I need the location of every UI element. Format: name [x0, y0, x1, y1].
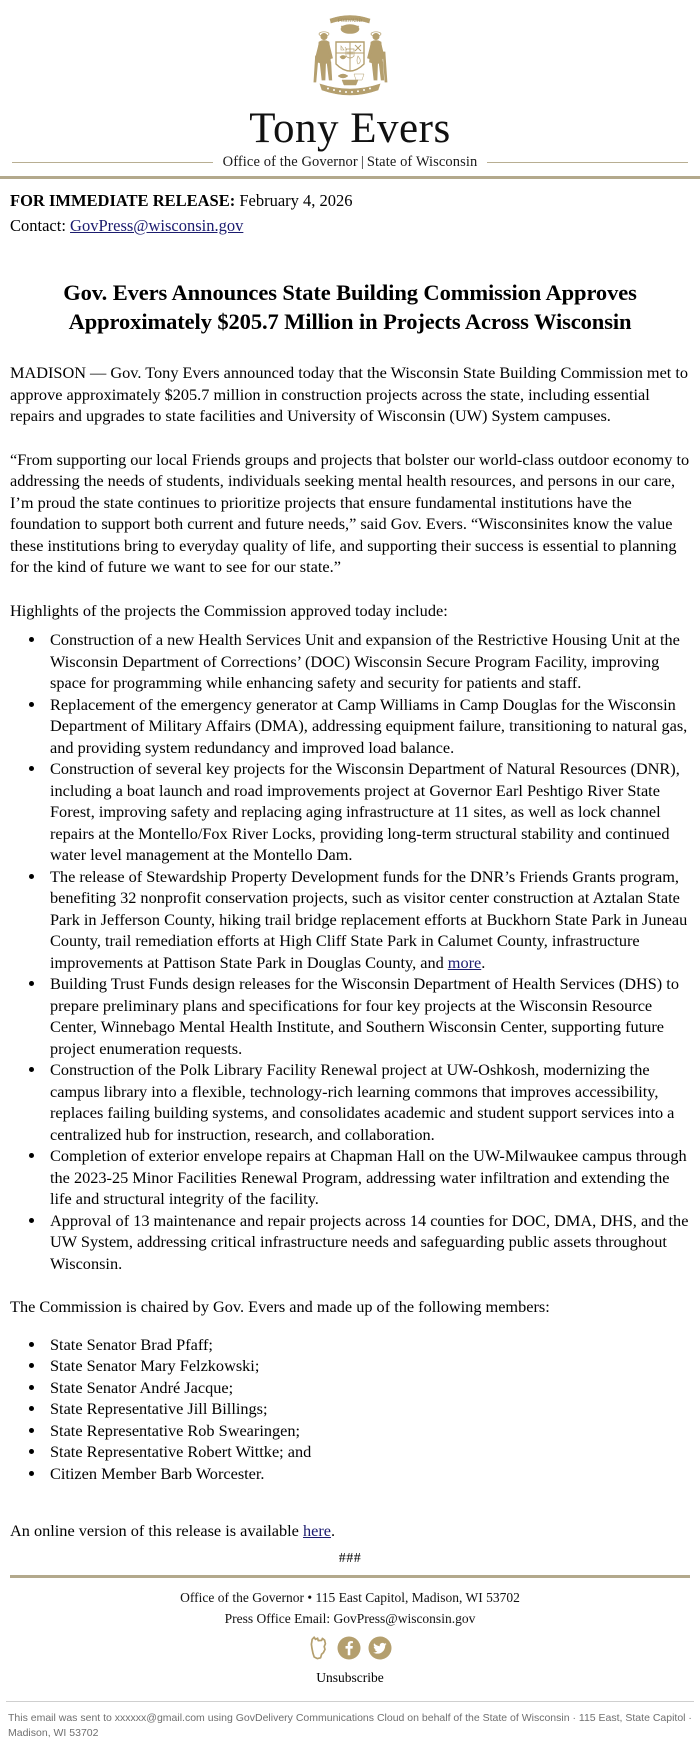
lede-paragraph: MADISON — Gov. Tony Evers announced today that the Wisconsin State Building Commission met to approve approximately $205.7 million in construction projects across the state, including essential repairs and upgrades to state facilities and University of Wisconsin (UW) System campuses. [10, 363, 689, 426]
stewardship-text-before: The release of Stewardship Property Development funds for the DNR’s Friends Grants program, benefiting 32 nonprofit conservation projects, such as visitor center construction at Aztalan State Park in Jefferson County, hiking trail bridge replacement efforts at Buckhorn State Park in Juneau County, trail remediation efforts at High Cliff State Park in Calumet County, infrastructure improvements at Pattison State Park in Douglas County, and [50, 866, 688, 972]
online-version-line [0, 1484, 700, 1542]
social-links [0, 1636, 700, 1660]
footer-press-email: Press Office Email: GovPress@wisconsin.gov [224, 1610, 476, 1626]
list-item: • Approval of 13 maintenance and repair projects across 14 counties for DOC, DMA, DHS, and the UW System, addressing critical infrastructure needs and safeguarding public assets throughout Wisconsin. [46, 1210, 692, 1275]
wisconsin-outline-icon[interactable] [308, 1636, 330, 1660]
state-label: State of Wisconsin [366, 154, 478, 170]
office-label: Office of the Governor [222, 154, 358, 170]
svg-text:FORWARD: FORWARD [337, 19, 363, 24]
more-link[interactable]: more [447, 952, 482, 972]
list-item: • Construction of several key projects for the Wisconsin Department of Natural Resources (DNR), including a boat launch and road improvements project at Governor Earl Peshtigo River State Forest, improving safety and replacing aging infrastructure at 11 sites, as well as lock channel repairs at the Montello/Fox River Locks, providing long-term structural stability and continued water level management at the Montello Dam. [46, 758, 692, 866]
governor-name: Tony Evers [249, 105, 451, 152]
list-item: • Completion of exterior envelope repairs at Chapman Hall on the UW-Milwaukee campus through the 2023-25 Minor Facilities Renewal Program, addressing water infiltration and extending the life and structural integrity of the facility. [46, 1145, 692, 1210]
release-body [0, 362, 700, 1484]
contact-label: Contact: [10, 216, 66, 235]
unsubscribe-link[interactable]: Unsubscribe [316, 1669, 384, 1685]
masthead-tagline [0, 154, 700, 171]
masthead [0, 0, 700, 179]
highlights-intro: Highlights of the projects the Commission approved today include: [10, 600, 448, 620]
tagline-separator: | [360, 154, 364, 170]
release-meta [0, 179, 700, 238]
list-item: • Construction of a new Health Services Unit and expansion of the Restrictive Housing Unit at the Wisconsin Department of Corrections’ (DOC) Wisconsin Secure Program Facility, improving space for programming while enhancing safety and security for patients and staff. [46, 629, 692, 694]
facebook-icon[interactable] [337, 1636, 361, 1660]
tagline-rule-left [12, 162, 213, 163]
quote-paragraph: “From supporting our local Friends groups and projects that bolster our world-class outdoor economy to addressing the needs of students, individuals seeking mental health resources, and persons in our care, I’m proud the state continues to prioritize projects that ensure fundamental institutions have the foundation to support both current and future needs,” said Gov. Evers. “Wisconsinites know the value these institutions bring to everyday quality of life, and supporting their success is essential to planning for the kind of future we want to see for our state.” [10, 449, 690, 577]
list-item: • State Senator Mary Felzkowski; [46, 1355, 692, 1377]
release-date: February 4, 2026 [239, 191, 353, 210]
online-text-after: . [331, 1521, 336, 1541]
list-item-stewardship [46, 866, 692, 974]
stewardship-text-after: . [481, 952, 486, 972]
online-text-before: An online version of this release is available [10, 1521, 303, 1541]
commission-intro: The Commission is chaired by Gov. Evers and made up of the following members: [10, 1297, 550, 1317]
list-item: • State Representative Jill Billings; [46, 1398, 692, 1420]
contact-line [10, 213, 690, 238]
release-date-line [10, 188, 690, 213]
list-item: • Building Trust Funds design releases for the Wisconsin Department of Health Services (DHS) to prepare preliminary plans and specifications for four key projects at the Wisconsin Resource Center, Winnebago Mental Health Institute, and Southern Wisconsin Center, supporting future project enumeration requests. [46, 973, 692, 1059]
list-item: • State Representative Rob Swearingen; [46, 1420, 692, 1442]
release-label: FOR IMMEDIATE RELEASE: [10, 191, 236, 210]
here-link[interactable]: here [302, 1521, 331, 1541]
list-item: • Replacement of the emergency generator at Camp Williams in Camp Douglas for the Wisconsin Department of Military Affairs (DMA), addressing equipment failure, transitioning to natural gas, and providing system redundancy and improved load balance. [46, 694, 692, 759]
footer-address: Office of the Governor • 115 East Capitol, Madison, WI 53702 [180, 1589, 520, 1605]
wisconsin-state-seal-icon [298, 8, 402, 108]
commission-members-list [10, 1334, 692, 1485]
footer-disclaimer: This email was sent to xxxxxx@gmail.com using GovDelivery Communications Cloud on behalf of the State of Wisconsin · 115 East, State Capitol · Madison, WI 53702 [8, 1711, 692, 1739]
end-mark: ### [338, 1550, 362, 1566]
tagline-rule-right [487, 162, 688, 163]
list-item: • State Representative Robert Wittke; and [46, 1441, 692, 1463]
unsubscribe-link-wrap [0, 1668, 700, 1687]
footer [0, 1578, 700, 1687]
twitter-icon[interactable] [368, 1636, 392, 1660]
list-item: • State Senator André Jacque; [46, 1377, 692, 1399]
highlights-list [10, 629, 692, 1274]
list-item: • State Senator Brad Pfaff; [46, 1334, 692, 1356]
contact-email-link[interactable]: GovPress@wisconsin.gov [70, 216, 244, 235]
list-item: • Construction of the Polk Library Facility Renewal project at UW-Oshkosh, modernizing the campus library into a flexible, technology-rich learning commons that improves accessibility, replaces failing building systems, and consolidates academic and student support services into a centralized hub for instruction, research, and collaboration. [46, 1059, 692, 1145]
list-item: • Citizen Member Barb Worcester. [46, 1463, 692, 1485]
page-title: Gov. Evers Announces State Building Commission Approves Approximately $205.7 Million in Projects Across Wisconsin [63, 280, 637, 335]
tagline-text [223, 154, 478, 171]
